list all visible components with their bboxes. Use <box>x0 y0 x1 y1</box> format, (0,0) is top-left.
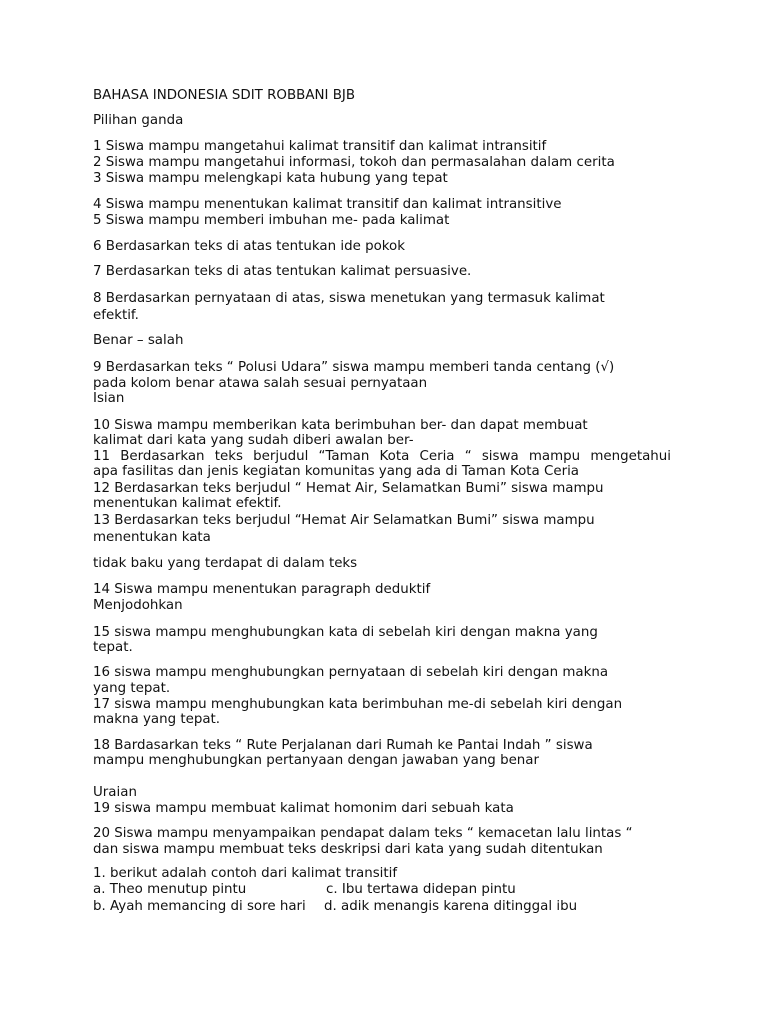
line-9a: 9 Berdasarkan teks “ Polusi Udara” siswa mampu memberi tanda centang (√) <box>93 360 615 375</box>
line-20b: dan siswa mampu membuat teks deskripsi dari kata yang sudah ditentukan <box>93 842 603 857</box>
line-18a: 18 Bardasarkan teks “ Rute Perjalanan dari Rumah ke Pantai Indah ” siswa <box>93 738 593 753</box>
line-19: 19 siswa mampu membuat kalimat homonim dari sebuah kata <box>93 801 514 816</box>
section-heading-isian: Isian <box>93 391 125 406</box>
line-13a: 13 Berdasarkan teks berjudul “Hemat Air Selamatkan Bumi” siswa mampu <box>93 513 595 528</box>
line-9b: pada kolom benar atawa salah sesuai pernyataan <box>93 376 428 391</box>
line-10a: 10 Siswa mampu memberikan kata berimbuhan ber- dan dapat membuat <box>93 418 588 433</box>
line-17b: makna yang tepat. <box>93 712 221 727</box>
line-17a: 17 siswa mampu menghubungkan kata berimbuhan me-di sebelah kiri dengan <box>93 697 623 712</box>
line-10b: kalimat dari kata yang sudah diberi awalan ber- <box>93 433 414 448</box>
document-title: BAHASA INDONESIA SDIT ROBBANI BJB <box>93 88 356 103</box>
line-8a: 8 Berdasarkan pernyataan di atas, siswa menetukan yang termasuk kalimat <box>93 291 605 306</box>
line-14: 14 Siswa mampu menentukan paragraph deduktif <box>93 582 431 597</box>
line-7: 7 Berdasarkan teks di atas tentukan kalimat persuasive. <box>93 264 472 279</box>
section-heading-menjodohkan: Menjodohkan <box>93 598 183 613</box>
line-11b: apa fasilitas dan jenis kegiatan komunitas yang ada di Taman Kota Ceria <box>93 464 580 479</box>
question-option-c: c. Ibu tertawa didepan pintu <box>326 882 516 897</box>
section-heading-uraian: Uraian <box>93 785 137 800</box>
line-13b: menentukan kata <box>93 530 211 545</box>
line-8b: efektif. <box>93 308 139 323</box>
question-option-d: d. adik menangis karena ditinggal ibu <box>324 899 578 914</box>
question-stem: 1. berikut adalah contoh dari kalimat transitif <box>93 866 398 881</box>
line-20a: 20 Siswa mampu menyampaikan pendapat dalam teks “ kemacetan lalu lintas “ <box>93 826 633 841</box>
line-2: 2 Siswa mampu mangetahui informasi, tokoh dan permasalahan dalam cerita <box>93 155 615 170</box>
line-4: 4 Siswa mampu menentukan kalimat transitif dan kalimat intransitive <box>93 197 562 212</box>
line-16b: yang tepat. <box>93 681 171 696</box>
line-12b: menentukan kalimat efektif. <box>93 496 282 511</box>
line-3: 3 Siswa mampu melengkapi kata hubung yang tepat <box>93 171 448 186</box>
line-6: 6 Berdasarkan teks di atas tentukan ide pokok <box>93 239 405 254</box>
line-13c: tidak baku yang terdapat di dalam teks <box>93 556 358 571</box>
question-option-b: b. Ayah memancing di sore hari <box>93 899 306 914</box>
section-heading-pilihan-ganda: Pilihan ganda <box>93 113 184 128</box>
line-16a: 16 siswa mampu menghubungkan pernyataan di sebelah kiri dengan makna <box>93 665 609 680</box>
line-18b: mampu menghubungkan pertanyaan dengan jawaban yang benar <box>93 753 540 768</box>
line-15b: tepat. <box>93 640 133 655</box>
question-option-a: a. Theo menutup pintu <box>93 882 247 897</box>
line-15a: 15 siswa mampu menghubungkan kata di sebelah kiri dengan makna yang <box>93 625 598 640</box>
line-5: 5 Siswa mampu memberi imbuhan me- pada kalimat <box>93 213 450 228</box>
line-12a: 12 Berdasarkan teks berjudul “ Hemat Air, Selamatkan Bumi” siswa mampu <box>93 481 604 496</box>
section-heading-benar-salah: Benar – salah <box>93 333 184 348</box>
line-11a: 11 Berdasarkan teks berjudul “Taman Kota Ceria “ siswa mampu mengetahui <box>93 449 671 464</box>
line-1: 1 Siswa mampu mangetahui kalimat transitif dan kalimat intransitif <box>93 139 547 154</box>
